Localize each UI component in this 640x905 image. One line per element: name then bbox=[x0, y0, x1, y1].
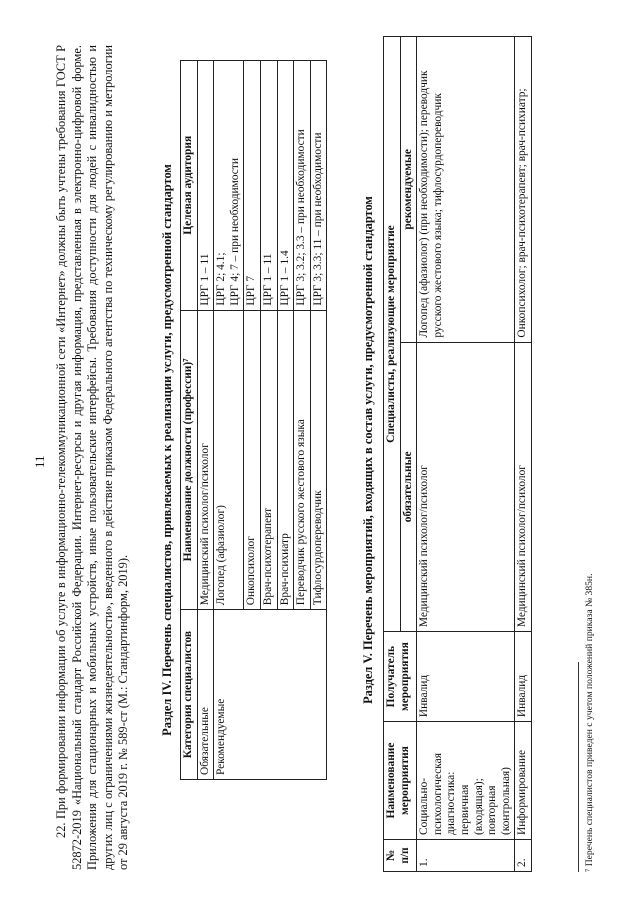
col-header-recommended: рекомендуемые bbox=[400, 37, 417, 343]
mandatory-cell: Медицинский психолог/психолог bbox=[417, 342, 515, 632]
audience-cell: ЦРГ 2; 4.1; ЦРГ 4; 7 – при необходимости bbox=[214, 61, 244, 311]
col-header-mandatory: обязательные bbox=[400, 342, 417, 632]
section5-title: Раздел V. Перечень мероприятий, входящих в состав услуги, предусмотренной стандартом bbox=[361, 196, 375, 704]
audience-cell: ЦРГ 3; 3.3; 11 – при необходимости bbox=[310, 61, 327, 311]
col-header-position: Наименование должности (профессии)⁷ bbox=[181, 310, 198, 610]
category-cell: Рекомендуемые bbox=[214, 610, 327, 780]
position-cell: Тифлосурдопереводчик bbox=[310, 310, 327, 610]
footnote-divider bbox=[578, 662, 579, 872]
recommended-cell: Онкопсихолог; врач-психотерапевт; врач-психиатр; bbox=[515, 37, 532, 343]
recipient-cell: Инвалид bbox=[417, 632, 515, 722]
table-row bbox=[214, 61, 244, 780]
table-row bbox=[515, 37, 532, 872]
category-cell: Обязательные bbox=[197, 610, 214, 780]
paragraph-22: 22. При формировании информации об услуге в информационно-телекоммуникационной сети «Интернет» должны быть учтены требования ГОСТ Р 52872-2019 «Национальный стандарт Российской Федерации. Интернет-ресурсы и другая информация, представленная в электронно-цифровой форме. Приложения для стационарных и мобильных устройств, иные пользовательские интерфейсы. Требования доступности для людей с инвалидностью и других лиц с ограничениями жизнедеятельности», введенного в действие приказом Федерального агентства по техническому регулированию и метрологии от 29 августа 2019 г. № 589-ст (М.: Стандартинформ, 2019). bbox=[54, 45, 131, 870]
num-cell: 2. bbox=[515, 840, 532, 872]
col-header-num: № п/п bbox=[384, 840, 417, 872]
name-cell: Социально-психологическая диагностика: первичная (входящая); повторная (контрольная) bbox=[417, 722, 515, 840]
audience-cell: ЦРГ 1 – 1.4 bbox=[277, 61, 294, 311]
recipient-cell: Инвалид bbox=[515, 632, 532, 722]
position-cell: Логопед (афазиолог) bbox=[214, 310, 244, 610]
position-cell: Онкопсихолог bbox=[244, 310, 261, 610]
audience-cell: ЦРГ 3; 3.2; 3.3 – при необходимости bbox=[294, 61, 311, 311]
col-header-specialists: Специалисты, реализующие мероприятие bbox=[384, 37, 401, 632]
recommended-cell: Логопед (афазиолог) (при необходимости); переводчик русского жестового языка; тифлосурдопереводчик bbox=[417, 37, 515, 343]
mandatory-cell: Медицинский психолог/психолог bbox=[515, 342, 532, 632]
position-cell: Переводчик русского жестового языка bbox=[294, 310, 311, 610]
col-header-category: Категория специалистов bbox=[181, 610, 198, 780]
position-cell: Врач-психотерапевт bbox=[260, 310, 277, 610]
audience-cell: ЦРГ 1 – 11 bbox=[197, 61, 214, 311]
col-header-name: Наименование мероприятия bbox=[384, 722, 417, 840]
activities-table bbox=[383, 36, 532, 872]
table-header-row bbox=[181, 61, 198, 780]
table-row bbox=[197, 61, 214, 780]
col-header-recipient: Получатель мероприятия bbox=[384, 632, 417, 722]
section4-title: Раздел IV. Перечень специалистов, привлекаемых к реализации услуги, предусмотренной стандартом bbox=[160, 164, 174, 736]
position-cell: Врач-психиатр bbox=[277, 310, 294, 610]
col-header-audience: Целевая аудитория bbox=[181, 61, 198, 311]
table-row bbox=[417, 37, 515, 872]
document-page bbox=[18, 20, 618, 880]
name-cell: Информирование bbox=[515, 722, 532, 840]
specialists-table bbox=[180, 60, 327, 780]
num-cell: 1. bbox=[417, 840, 515, 872]
footnote: ⁷ Перечень специалистов приведен с учетом положений приказа № 385н. bbox=[584, 573, 595, 872]
page-number: 11 bbox=[32, 455, 47, 468]
position-cell: Медицинский психолог/психолог bbox=[197, 310, 214, 610]
table-header-row bbox=[384, 37, 401, 872]
audience-cell: ЦРГ 7 bbox=[244, 61, 261, 311]
audience-cell: ЦРГ 1 – 11 bbox=[260, 61, 277, 311]
